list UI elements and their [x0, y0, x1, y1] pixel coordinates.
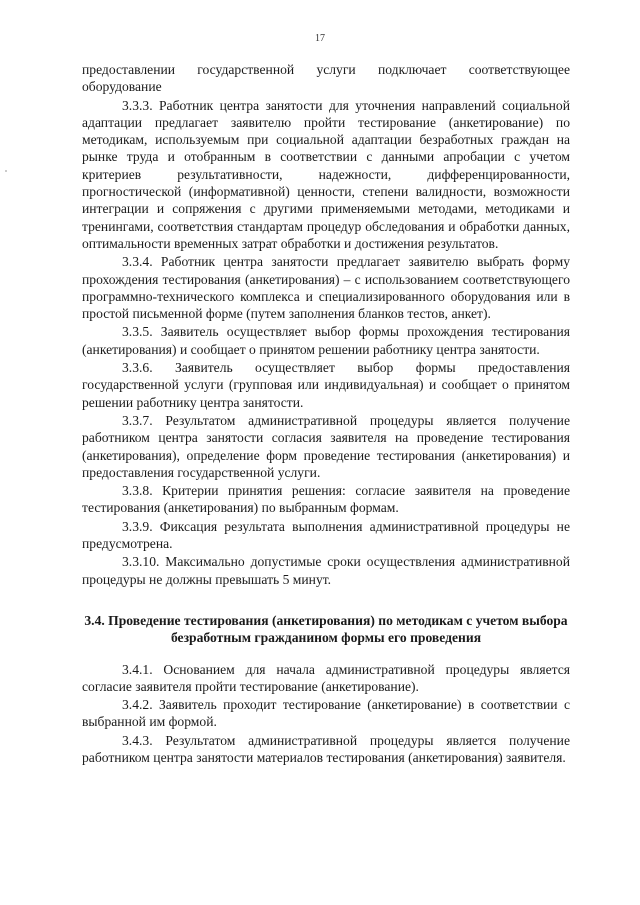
paragraph-3-3-8: 3.3.8. Критерии принятия решения: согласие заявителя на проведение тестирования (анкетирования) по выбранным формам.: [82, 483, 570, 516]
paragraph-continuation: предоставлении государственной услуги подключает соответствующее оборудование: [82, 62, 570, 95]
paragraph-3-4-3: 3.4.3. Результатом административной процедуры является получение работником центра занятости материалов тестирования (анкетирования) заявителя.: [82, 732, 570, 765]
paragraph-3-3-10: 3.3.10. Максимально допустимые сроки осуществления административной процедуры не должны превышать 5 минут.: [82, 554, 570, 587]
section-heading-3-4: 3.4. Проведение тестирования (анкетирования) по методикам с учетом выбора безработным гражданином формы его проведения: [84, 612, 568, 646]
paragraph-3-3-6: 3.3.6. Заявитель осуществляет выбор формы предоставления государственной услуги (групповая или индивидуальная) и сообщает о принятом решении работнику центра занятости.: [82, 360, 570, 410]
paragraph-3-4-1: 3.4.1. Основанием для начала административной процедуры является согласие заявителя пройти тестирование (анкетирование).: [82, 661, 570, 694]
paragraph-3-3-9: 3.3.9. Фиксация результата выполнения административной процедуры не предусмотрена.: [82, 518, 570, 552]
paragraph-3-4-2: 3.4.2. Заявитель проходит тестирование (анкетирование) в соответствии с выбранной им формой.: [82, 697, 570, 730]
paragraph-3-3-7: 3.3.7. Результатом административной процедуры является получение работником центра занятости согласия заявителя на проведение тестирования (анкетирования), определение форм проведение тестирования (анкетирования) и предоставления государственной услуги.: [82, 412, 570, 480]
paragraph-3-3-3: 3.3.3. Работник центра занятости для уточнения направлений социальной адаптации предлагает заявителю пройти тестирование (анкетирование) по методикам, используемым при социальной адаптации безработных граждан на рынке труда и отобранным в соответствии с данными апробации с учетом критериев результативности, надежности, дифференцированности, прогностической (информативной) ценности, степени валидности, возможности интеграции и сопряжения с другими применяемыми методами, методиками и тренингами, соответствия стандартам процедур обследования и обработки данных, оптимальности временных затрат обработки и достижения результатов.: [82, 97, 570, 251]
paragraph-3-3-5: 3.3.5. Заявитель осуществляет выбор формы прохождения тестирования (анкетирования) и сообщает о принятом решении работнику центра занятости.: [82, 324, 570, 357]
margin-mark: [5, 170, 7, 172]
page-number: 17: [315, 33, 325, 44]
paragraph-3-3-4: 3.3.4. Работник центра занятости предлагает заявителю выбрать форму прохождения тестирования (анкетирования) – с использованием соответствующего программно-технического комплекса и специализированного оборудования или в простой письменной форме (путем заполнения бланков тестов, анкет).: [82, 254, 570, 322]
document-body: [82, 61, 570, 766]
